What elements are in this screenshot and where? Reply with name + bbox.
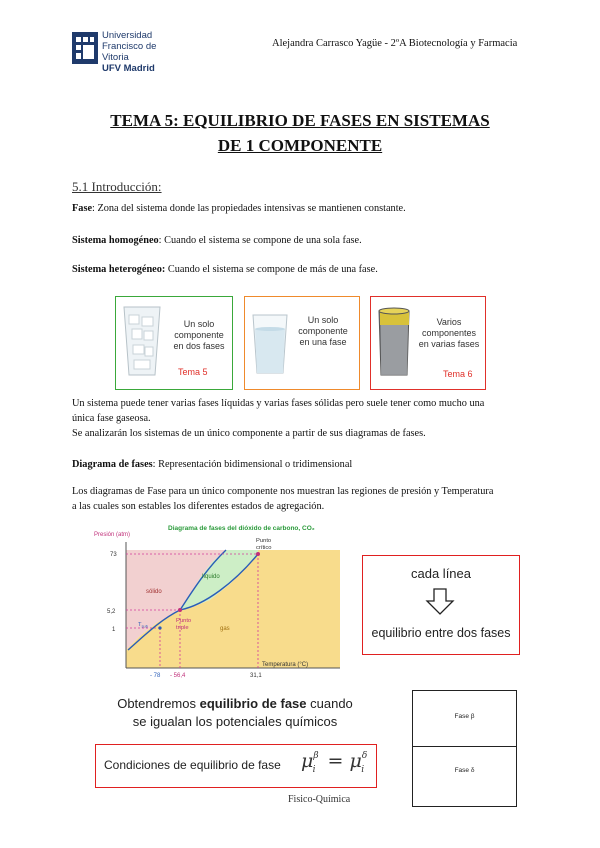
- y-tick-73: 73: [110, 552, 117, 558]
- tsub-main: T: [138, 622, 142, 628]
- definition-text: : Zona del sistema donde las propiedades intensivas se mantienen constante.: [92, 203, 406, 214]
- conditions-equation: [301, 750, 370, 775]
- page-title: [60, 108, 540, 158]
- phase-delta-label: Fase δ: [454, 767, 475, 774]
- card-line: Varios: [436, 317, 462, 327]
- region-label-solid: sólido: [146, 589, 162, 595]
- title-line-2: DE 1 COMPONENTE: [217, 136, 383, 155]
- line-box-top: cada línea: [411, 566, 471, 581]
- logo-text: [102, 30, 182, 74]
- line-box-bottom: equilibrio entre dos fases: [371, 626, 511, 640]
- x-axis-label: Temperatura (°C): [262, 662, 309, 668]
- logo-line: Francisco de Vitoria: [102, 41, 157, 63]
- mu-lhs-sup: β: [313, 751, 319, 761]
- triple-point-label-line: triple: [176, 625, 189, 631]
- ice-glass-icon: [122, 305, 162, 377]
- critical-point: [256, 552, 260, 556]
- tsub-label: [138, 622, 149, 629]
- definition-heterogeneo: [72, 262, 532, 277]
- triple-point-label-line: Punto: [176, 618, 192, 624]
- down-arrow-icon: [425, 588, 455, 616]
- phase-box: [412, 690, 517, 807]
- x-tick-m78: - 78: [150, 673, 161, 679]
- paragraph-line: Se analizarán los sistemas de un único componente a partir de sus diagramas de fases.: [72, 428, 426, 439]
- card-tema-label: Tema 6: [443, 369, 473, 379]
- paragraph-line: única fase gaseosa.: [72, 413, 151, 424]
- region-label-liquid: líquido: [202, 574, 220, 580]
- conditions-label: Condiciones de equilibrio de fase: [104, 758, 281, 772]
- phase-box-top: [413, 691, 516, 747]
- page-footer: Fisico-Química: [288, 794, 351, 805]
- card-line: componente: [174, 330, 224, 340]
- water-glass-icon: [251, 313, 289, 375]
- phase-diagram: [90, 520, 350, 685]
- card-line: en varias fases: [418, 339, 480, 349]
- card-line: componente: [298, 326, 348, 336]
- definition-fase: [72, 201, 532, 216]
- equilibrium-text: [100, 695, 370, 731]
- y-tick-1: 1: [112, 627, 116, 633]
- card-line: en dos fases: [173, 341, 225, 351]
- card-text: [168, 319, 230, 352]
- region-label-gas: gas: [220, 626, 230, 632]
- card-one-phase: [244, 296, 360, 390]
- logo-line: Universidad: [102, 30, 153, 41]
- card-tema-label: Tema 5: [178, 367, 208, 377]
- university-logo: [72, 30, 182, 74]
- paragraph-line: a las cuales son estables los diferentes estados de agregación.: [72, 501, 325, 512]
- definition-diagrama: [72, 457, 532, 472]
- sublimation-point: [158, 626, 161, 629]
- eq-bold: equilibrio de fase: [199, 696, 307, 711]
- triple-point: [178, 608, 182, 612]
- definition-term: Fase: [72, 203, 93, 214]
- eq-pre: Obtendremos: [117, 696, 200, 711]
- equilibrium-line-2: se igualan los potenciales químicos: [132, 714, 338, 729]
- definition-text: Cuando el sistema se compone de más de una fase.: [165, 264, 378, 275]
- card-line: componentes: [421, 328, 477, 338]
- paragraph-line: Un sistema puede tener varias fases líquidas y varias fases sólidas pero suele tener como mucho una: [72, 398, 485, 409]
- definition-text: : Representación bidimensional o tridimensional: [152, 459, 353, 470]
- oil-water-glass-icon: [377, 307, 411, 377]
- section-heading: 5.1 Introducción:: [72, 179, 162, 194]
- card-line: Un solo: [183, 319, 215, 329]
- paragraph-line: Los diagramas de Fase para un único componente nos muestran las regiones de presión y Temperatura: [72, 486, 494, 497]
- line-meaning-box: [362, 555, 520, 655]
- critical-point-label: [256, 538, 273, 551]
- card-text: [289, 315, 357, 348]
- x-tick-m56: - 56,4: [170, 673, 186, 679]
- eq-post: cuando: [306, 696, 353, 711]
- mu-rhs: μ: [349, 750, 362, 772]
- card-line: Un solo: [307, 315, 339, 325]
- mu-rhs-sup: δ: [361, 751, 368, 761]
- ufv-shield-icon: [72, 32, 98, 64]
- mu-lhs: μ: [301, 750, 314, 772]
- conditions-box: [95, 744, 377, 788]
- author-header: Alejandra Carrasco Yagüe - 2ºA Biotecnología y Farmacia: [272, 38, 518, 49]
- definition-text: : Cuando el sistema se compone de una sola fase.: [158, 235, 362, 246]
- y-tick-5-2: 5,2: [107, 609, 116, 615]
- critical-point-label-line: Punto: [256, 538, 272, 544]
- chart-title: Diagrama de fases del dióxido de carbono, CO₂: [168, 525, 315, 532]
- definition-term: Sistema homogéneo: [72, 235, 159, 246]
- definition-term: Sistema heterogéneo:: [72, 264, 166, 275]
- phase-beta-label: Fase β: [454, 713, 475, 720]
- card-text: [415, 317, 483, 350]
- card-line: en una fase: [299, 337, 347, 347]
- mu-rhs-sub: i: [361, 765, 365, 775]
- equilibrium-line-1: [100, 695, 370, 713]
- y-axis-label: Presión (atm): [94, 532, 131, 538]
- critical-point-label-line: crítico: [256, 545, 272, 551]
- tsub-sub: sub: [141, 623, 148, 629]
- paragraph-phases: [72, 396, 542, 441]
- title-line-1: TEMA 5: EQUILIBRIO DE FASES EN SISTEMAS: [110, 111, 490, 130]
- logo-line: UFV Madrid: [102, 63, 155, 74]
- mu-lhs-sub: i: [312, 765, 316, 775]
- definition-homogeneo: [72, 233, 532, 248]
- card-two-phases: [115, 296, 233, 390]
- x-tick-31: 31,1: [250, 673, 262, 679]
- paragraph-diagrams: [72, 484, 542, 514]
- card-several-phases: [370, 296, 486, 390]
- equals-sign: =: [327, 750, 344, 772]
- definition-term: Diagrama de fases: [72, 459, 153, 470]
